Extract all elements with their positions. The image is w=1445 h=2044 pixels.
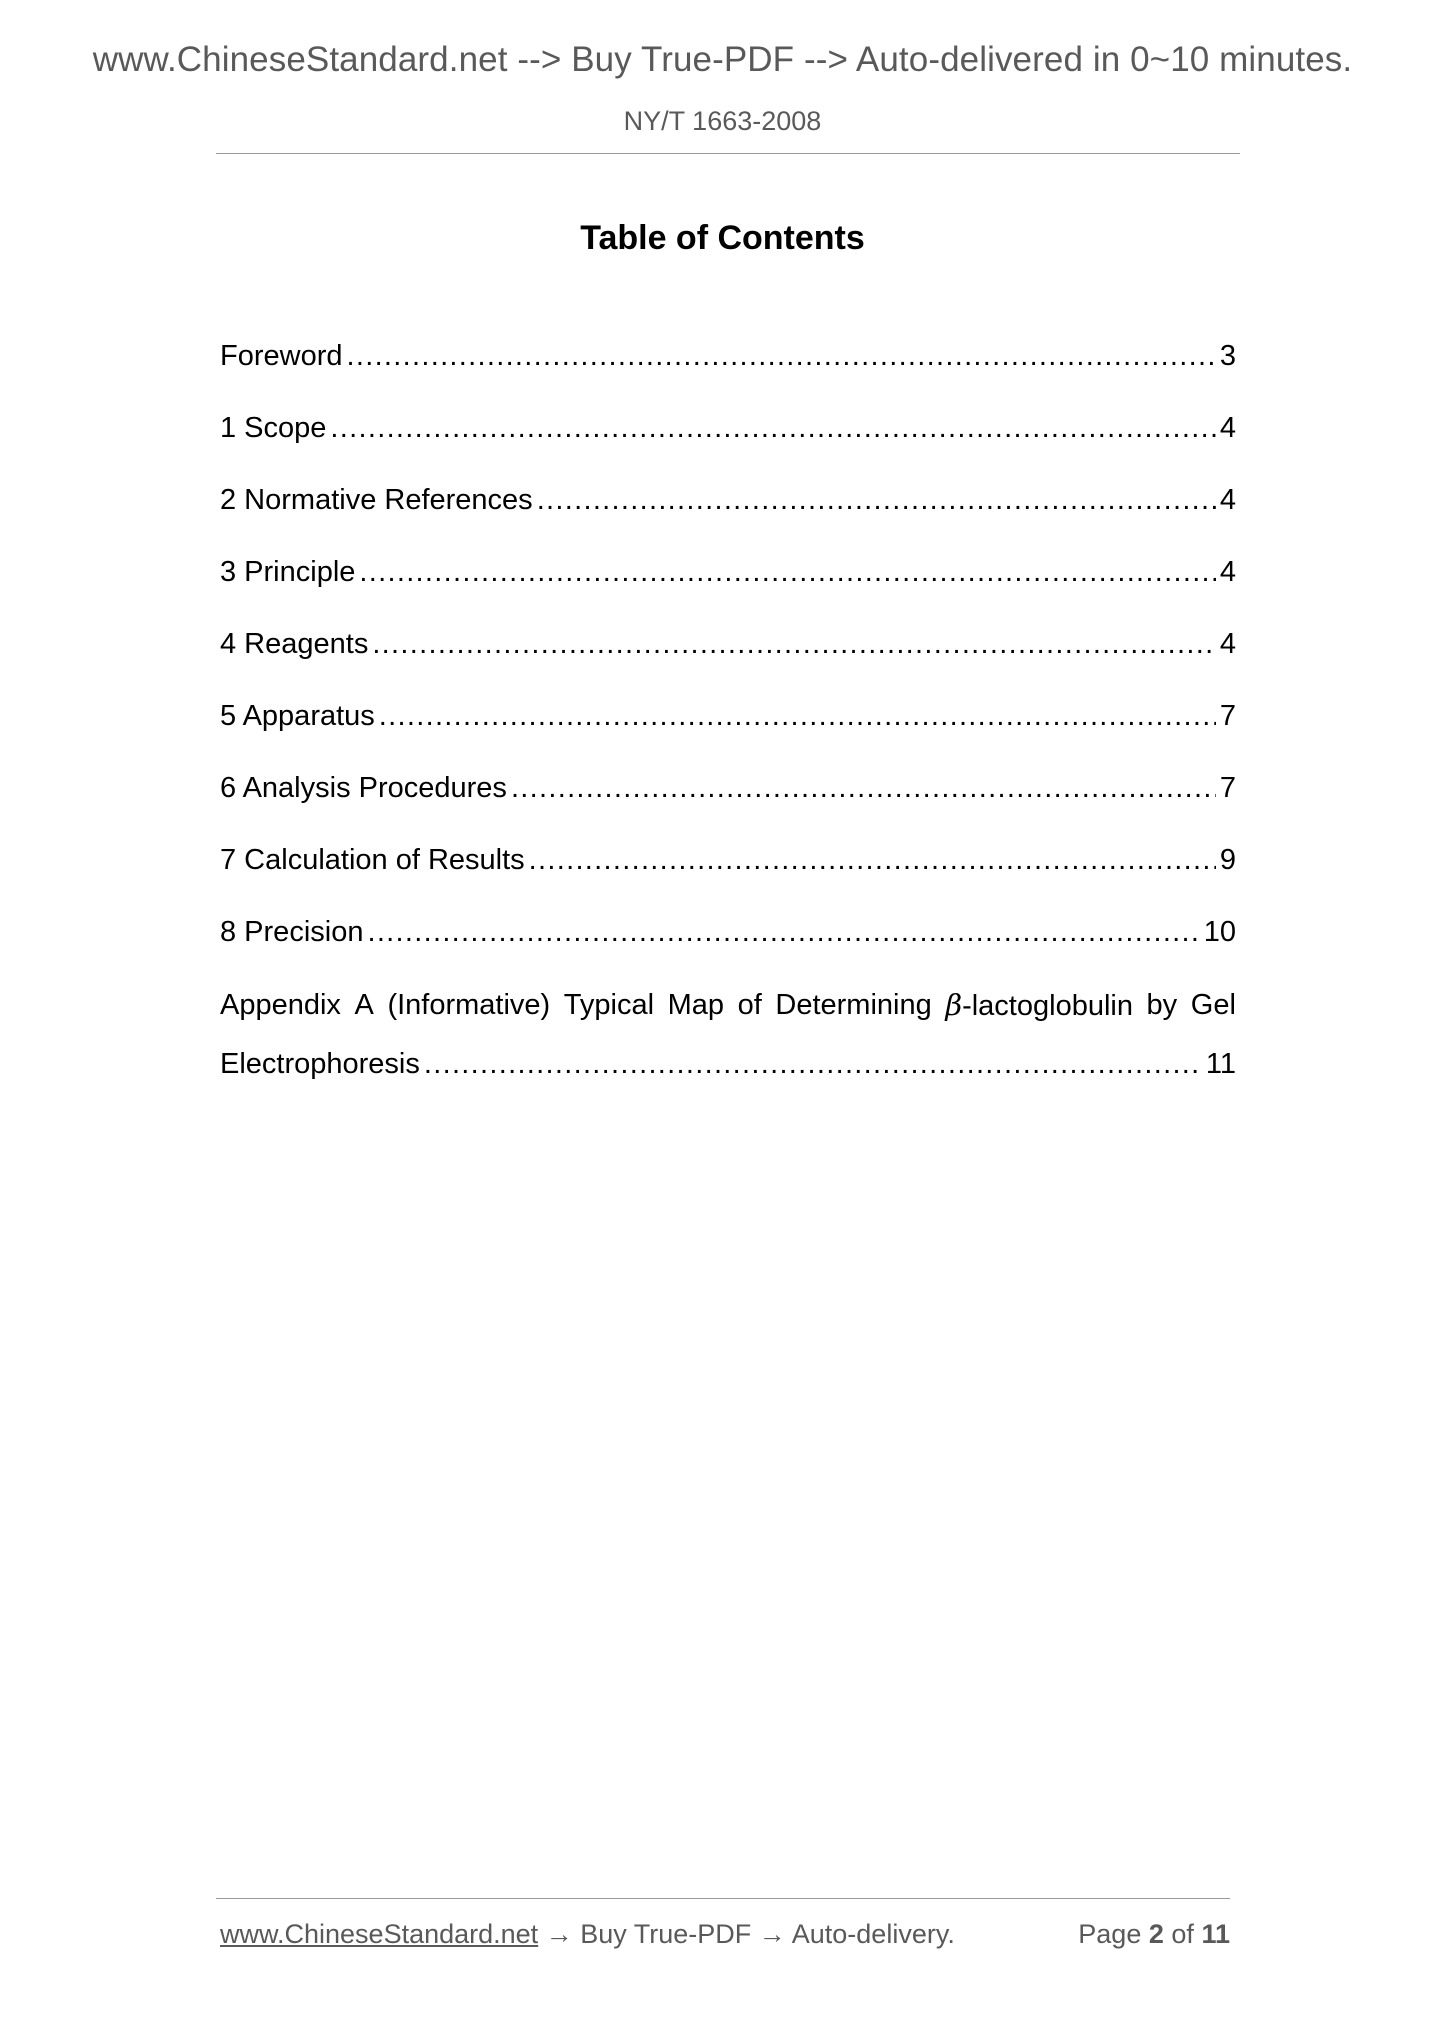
appendix-word: Determining xyxy=(775,989,932,1021)
toc-leader-dots xyxy=(511,766,1216,810)
toc-entry-reagents[interactable] xyxy=(220,622,1236,694)
toc-entry-page: 7 xyxy=(1219,772,1236,804)
toc-leader-dots xyxy=(529,838,1216,882)
toc-entry-normative-references[interactable] xyxy=(220,478,1236,550)
page-number xyxy=(1078,1916,1230,1952)
appendix-word: (Informative) xyxy=(387,989,551,1021)
toc-entry-page: 4 xyxy=(1219,412,1236,444)
table-of-contents xyxy=(220,334,1236,1093)
toc-entry-page: 11 xyxy=(1205,1048,1236,1080)
toc-leader-dots xyxy=(372,622,1216,666)
appendix-word: Appendix xyxy=(220,989,341,1021)
toc-leader-dots xyxy=(379,694,1216,738)
toc-entry-page: 10 xyxy=(1203,916,1236,948)
of-word: of xyxy=(1171,1919,1194,1949)
toc-entry-label: 7 Calculation of Results xyxy=(220,844,525,876)
toc-entry-label: 6 Analysis Procedures xyxy=(220,772,507,804)
appendix-word: Map xyxy=(667,989,725,1021)
toc-entry-precision[interactable] xyxy=(220,910,1236,982)
standard-code: NY/T 1663-2008 xyxy=(623,106,822,136)
appendix-title-continuation xyxy=(220,1035,1236,1093)
toc-leader-dots xyxy=(359,550,1215,594)
toc-entry-page: 7 xyxy=(1219,700,1236,732)
toc-entry-analysis-procedures[interactable] xyxy=(220,766,1236,838)
footer-tagline: → Buy True-PDF → Auto-delivery. xyxy=(545,1919,955,1949)
toc-entry-label: Electrophoresis xyxy=(220,1048,420,1080)
toc-entry-label: 4 Reagents xyxy=(220,628,369,660)
appendix-word: Typical xyxy=(563,989,655,1021)
footer-site-link[interactable]: www.ChineseStandard.net xyxy=(220,1919,539,1949)
page-footer xyxy=(220,1916,1230,1952)
toc-entry-label: 2 Normative References xyxy=(220,484,533,516)
current-page-number: 2 xyxy=(1148,1919,1164,1949)
toc-entry-page: 4 xyxy=(1219,484,1236,516)
appendix-word: of xyxy=(737,989,762,1021)
toc-entry-label: 5 Apparatus xyxy=(220,700,375,732)
toc-entry-page: 4 xyxy=(1219,556,1236,588)
toc-entry-label: 8 Precision xyxy=(220,916,364,948)
toc-entry-page: 9 xyxy=(1219,844,1236,876)
toc-entry-foreword[interactable] xyxy=(220,334,1236,406)
appendix-word: Gel xyxy=(1190,989,1236,1021)
appendix-title-line xyxy=(220,976,1236,1035)
toc-leader-dots xyxy=(537,478,1216,522)
toc-entry-label: Foreword xyxy=(220,340,343,372)
footer-divider xyxy=(216,1898,1230,1899)
toc-entry-appendix-a[interactable] xyxy=(220,976,1236,1093)
toc-entry-page: 4 xyxy=(1219,628,1236,660)
toc-entry-label: 1 Scope xyxy=(220,412,327,444)
appendix-word: by xyxy=(1146,989,1178,1021)
page-title: Table of Contents xyxy=(580,219,865,257)
toc-leader-dots xyxy=(347,334,1216,378)
appendix-word: -lactoglobulin xyxy=(962,990,1133,1022)
footer-left xyxy=(220,1916,955,1952)
toc-entry-scope[interactable] xyxy=(220,406,1236,478)
toc-leader-dots xyxy=(367,910,1199,954)
toc-entry-label: 3 Principle xyxy=(220,556,356,588)
toc-entry-apparatus[interactable] xyxy=(220,694,1236,766)
toc-entry-page: 3 xyxy=(1219,340,1236,372)
header-divider xyxy=(216,153,1240,154)
toc-entry-calculation-of-results[interactable] xyxy=(220,838,1236,910)
appendix-word: A xyxy=(354,989,374,1021)
appendix-beta-term xyxy=(945,976,1133,1035)
beta-symbol: β xyxy=(945,988,963,1022)
page-word: Page xyxy=(1078,1919,1142,1949)
toc-leader-dots xyxy=(330,406,1215,450)
toc-leader-dots xyxy=(424,1035,1202,1093)
toc-entry-principle[interactable] xyxy=(220,550,1236,622)
total-page-count: 11 xyxy=(1201,1919,1230,1949)
top-banner: www.ChineseStandard.net --> Buy True-PDF --> Auto-delivered in 0~10 minutes. xyxy=(92,40,1353,79)
